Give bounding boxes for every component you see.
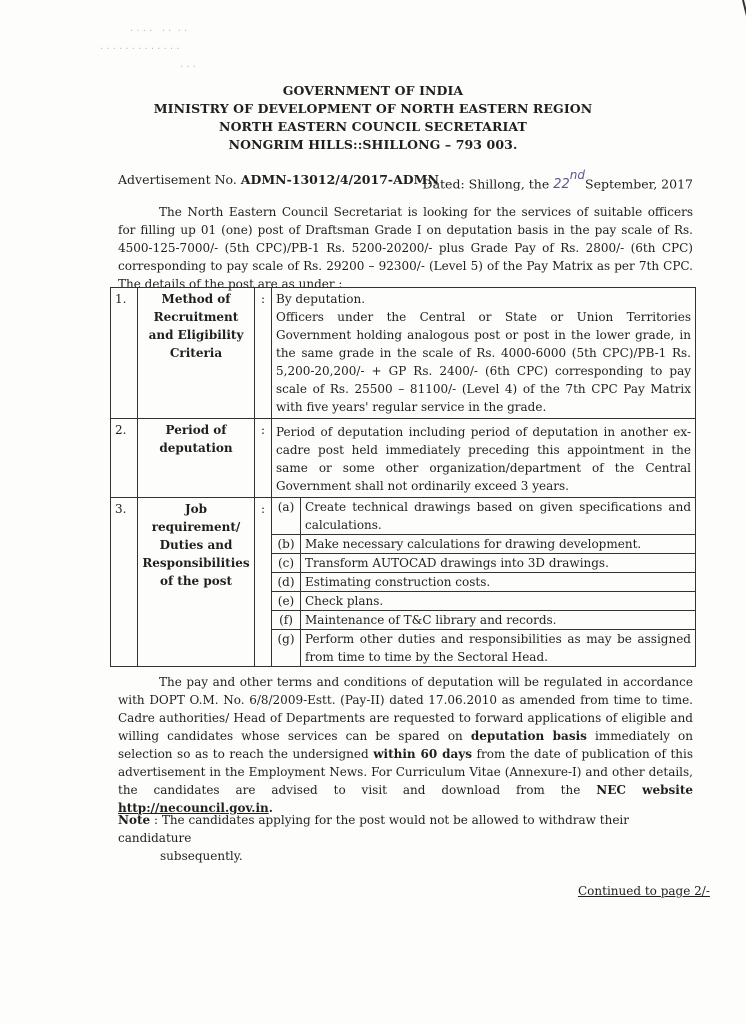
website-link[interactable]: http://necouncil.gov.in xyxy=(118,801,269,815)
duty-item xyxy=(272,573,695,592)
duty-item xyxy=(272,535,695,554)
row-heading: Job requirement/ Duties and Responsibilities of the post xyxy=(138,498,255,667)
duty-letter: (e) xyxy=(272,592,301,611)
duty-letter: (c) xyxy=(272,554,301,573)
row-colon: : xyxy=(255,498,272,667)
note-text: The candidates applying for the post would not be allowed to withdraw their candidature xyxy=(118,813,629,845)
duty-item xyxy=(272,611,695,630)
terms-paragraph: The pay and other terms and conditions of deputation will be regulated in accordance with DOPT O.M. No. 6/8/2009-Estt. (Pay-II) dated 17.06.2010 as amended from time to time. Cadre authorities/ Head of Departments are requested to forward applications of eligible and willing candidates whose services can be spared on deputation basis immediately on selection so as to reach the undersigned within 60 days from the date of publication of this advertisement in the Employment News. For Curriculum Vitae (Annexure-I) and other details, the candidates are advised to visit and download from the NEC website http://necouncil.gov.in. xyxy=(118,675,694,815)
table-row xyxy=(111,419,696,498)
duty-item xyxy=(272,554,695,573)
duties-list xyxy=(272,498,695,666)
duty-item xyxy=(272,592,695,611)
row-number: 1. xyxy=(111,288,138,419)
bold-within-60-days: within 60 days xyxy=(373,747,473,761)
duties-cell xyxy=(272,498,696,667)
header-secretariat: NORTH EASTERN COUNCIL SECRETARIAT xyxy=(219,119,527,134)
duty-text: Transform AUTOCAD drawings into 3D drawings. xyxy=(301,554,696,573)
description-line: By deputation. xyxy=(276,292,366,306)
row-description xyxy=(272,288,696,419)
continued-footer: Continued to page 2/- xyxy=(578,884,710,898)
bold-deputation-basis: deputation basis xyxy=(470,729,587,743)
duty-item xyxy=(272,498,695,535)
intro-paragraph: The North Eastern Council Secretariat is looking for the services of suitable officers for filling up 01 (one) post of Draftsman Grade I on deputation basis in the pay scale of Rs. 4500-125-7000/- (5th CPC)/PB-1 Rs. 5200-20200/- plus Grade Pay of Rs. 2800/- (6th CPC) corresponding to pay scale of Rs. 29200 – 92300/- (Level 5) of the Pay Matrix as per 7th CPC. The details of the post are as under : xyxy=(118,205,693,291)
row-colon: : xyxy=(255,288,272,419)
duty-text: Maintenance of T&C library and records. xyxy=(301,611,696,630)
description-body: Officers under the Central or State or Union Territories Government holding analogous post or post in the lower grade, in the same grade in the scale of Rs. 4000-6000 (5th CPC)/PB-1 Rs. 5,200-20,200/- + GP Rs. 2400/- (6th CPC) corresponding to pay scale of Rs. 25500 – 81100/- (Level 4) of the 7th CPC Pay Matrix with five years' regular service in the grade. xyxy=(276,310,691,414)
header-government: GOVERNMENT OF INDIA xyxy=(282,83,464,98)
duty-letter: (d) xyxy=(272,573,301,592)
duty-letter: (f) xyxy=(272,611,301,630)
row-number: 3. xyxy=(111,498,138,667)
bold-nec-website: NEC website xyxy=(596,783,693,797)
advertisement-number: Advertisement No. ADMN-13012/4/2017-ADMN xyxy=(118,172,439,187)
duty-item xyxy=(272,630,695,667)
note-text-continued: subsequently. xyxy=(160,849,243,863)
duty-letter: (g) xyxy=(272,630,301,667)
handwritten-day: 22nd xyxy=(553,168,585,193)
note-label: Note xyxy=(118,813,151,827)
table-row xyxy=(111,288,696,419)
duty-letter: (b) xyxy=(272,535,301,554)
post-details-table xyxy=(110,287,696,667)
header-ministry: MINISTRY OF DEVELOPMENT OF NORTH EASTERN REGION xyxy=(153,101,593,116)
row-colon: : xyxy=(255,419,272,498)
duty-text: Check plans. xyxy=(301,592,696,611)
dated-line: Dated: Shillong, the 22ndSeptember, 2017 xyxy=(422,168,693,193)
row-heading: Method of Recruitment and Eligibility Criteria xyxy=(138,288,255,419)
faint-stamp: . . . . . . . . . . . . . . . . . . . . . . . . xyxy=(100,23,196,70)
table-row xyxy=(111,498,696,667)
duty-text: Perform other duties and responsibilities as may be assigned from time to time by the Sectoral Head. xyxy=(301,630,696,667)
duty-text: Make necessary calculations for drawing development. xyxy=(301,535,696,554)
duty-text: Estimating construction costs. xyxy=(301,573,696,592)
duty-letter: (a) xyxy=(272,498,301,535)
note-block: Note : The candidates applying for the post would not be allowed to withdraw their candidature subsequently. xyxy=(118,811,693,865)
row-number: 2. xyxy=(111,419,138,498)
row-heading: Period of deputation xyxy=(138,419,255,498)
duty-text: Create technical drawings based on given specifications and calculations. xyxy=(301,498,696,535)
header-address: NONGRIM HILLS::SHILLONG – 793 003. xyxy=(228,137,518,152)
row-description: Period of deputation including period of deputation in another ex-cadre post held immediately preceding this appointment in the same or some other organization/department of the Central Government shall not ordinarily exceed 3 years. xyxy=(272,419,696,498)
